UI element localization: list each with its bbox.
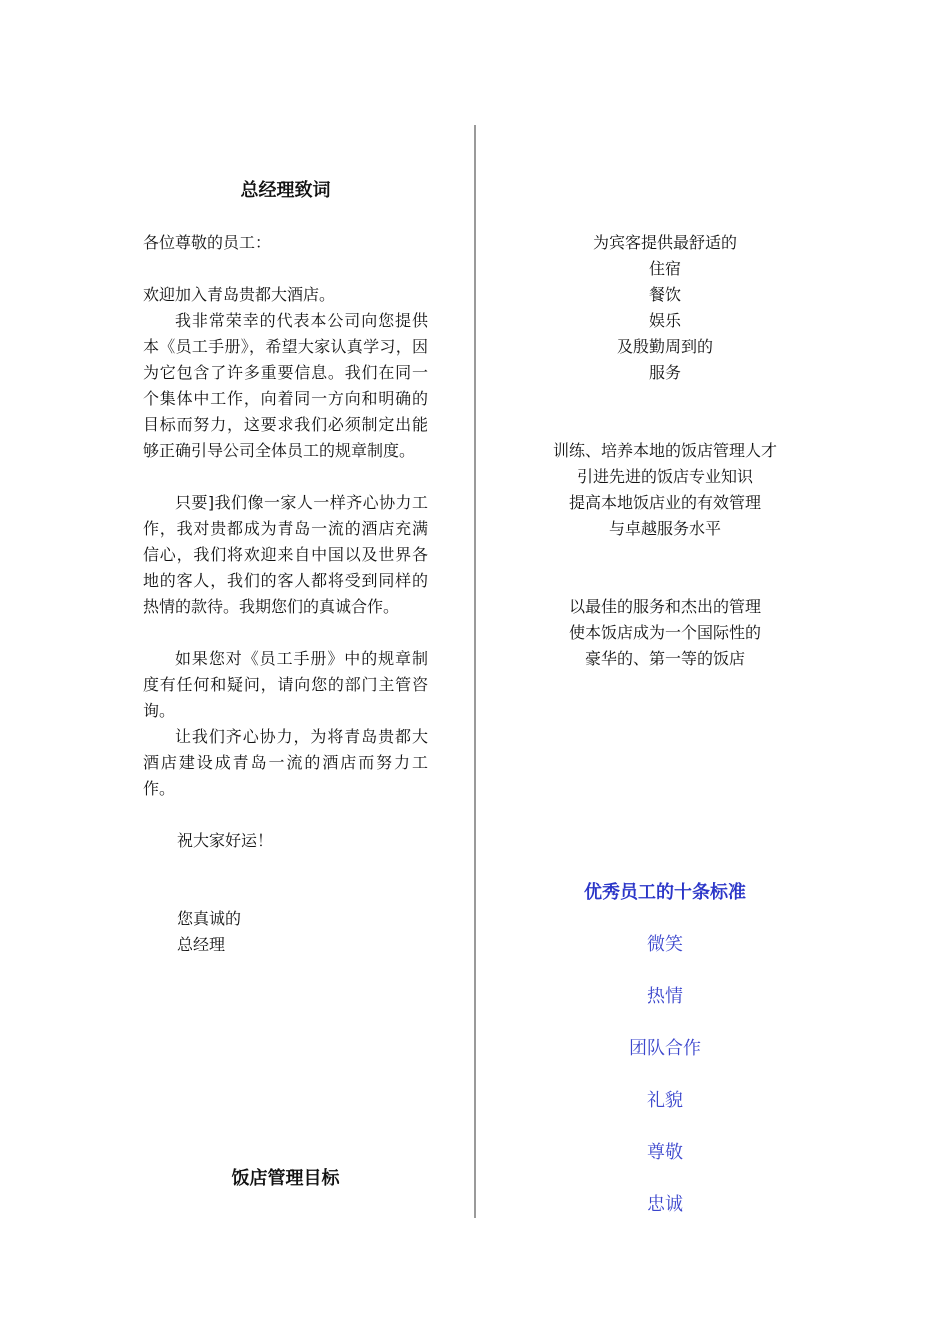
closing: 您真诚的 (177, 909, 242, 928)
goal-line: 娱乐 (648, 311, 681, 330)
goal-line: 使本饭店成为一个国际性的 (568, 623, 761, 642)
welcome-line: 欢迎加入青岛贵都大酒店。 (143, 285, 336, 304)
goal-line: 训练、培养本地的饭店管理人才 (552, 441, 777, 460)
goal-line: 豪华的、第一等的饭店 (584, 649, 745, 668)
goal-line: 引进先进的饭店专业知识 (576, 467, 753, 486)
standard-item: 热情 (647, 986, 683, 1007)
goal-block-1 (520, 230, 810, 386)
standard-item: 尊敬 (647, 1142, 683, 1163)
paragraph-2: 只要]我们像一家人一样齐心协力工作，我对贵都成为青岛一流的酒店充满信心，我们将欢迎来自中国以及世界各地的客人，我们的客人都将受到同样的热情的款待。我期您们的真诚合作。 (143, 493, 428, 616)
paragraph-4: 让我们齐心协力，为将青岛贵都大酒店建设成青岛一流的酒店而努力工作。 (143, 727, 428, 798)
standard-item: 微笑 (647, 934, 683, 955)
goal-line: 餐饮 (648, 285, 681, 304)
goal-block-2 (520, 438, 810, 542)
management-goals-title: 饭店管理目标 (231, 1168, 340, 1189)
standard-item: 忠诚 (647, 1194, 683, 1215)
goal-line: 及殷勤周到的 (616, 337, 713, 356)
paragraph-3: 如果您对《员工手册》中的规章制度有任何和疑问，请向您的部门主管咨询。 (143, 649, 428, 720)
wishes: 祝大家好运！ (177, 831, 274, 850)
goal-line: 提高本地饭店业的有效管理 (568, 493, 761, 512)
standard-item: 团队合作 (629, 1038, 701, 1059)
column-divider (474, 125, 476, 1218)
goal-line: 与卓越服务水平 (608, 519, 721, 538)
gm-speech-title: 总经理致词 (240, 180, 331, 201)
greeting: 各位尊敬的员工： (143, 233, 272, 252)
signature: 总经理 (177, 935, 226, 954)
goal-line: 服务 (648, 363, 681, 382)
goal-line: 住宿 (648, 259, 681, 278)
standards-title: 优秀员工的十条标准 (584, 882, 746, 903)
goal-line: 为宾客提供最舒适的 (592, 233, 737, 252)
paragraph-1: 我非常荣幸的代表本公司向您提供本《员工手册》，希望大家认真学习，因为它包含了许多重要信息。我们在同一个集体中工作，向着同一方向和明确的目标而努力，这要求我们必须制定出能够正确引导公司全体员工的规章制度。 (143, 311, 428, 460)
standard-item: 礼貌 (647, 1090, 683, 1111)
goal-line: 以最佳的服务和杰出的管理 (568, 597, 761, 616)
goal-block-3 (520, 594, 810, 672)
